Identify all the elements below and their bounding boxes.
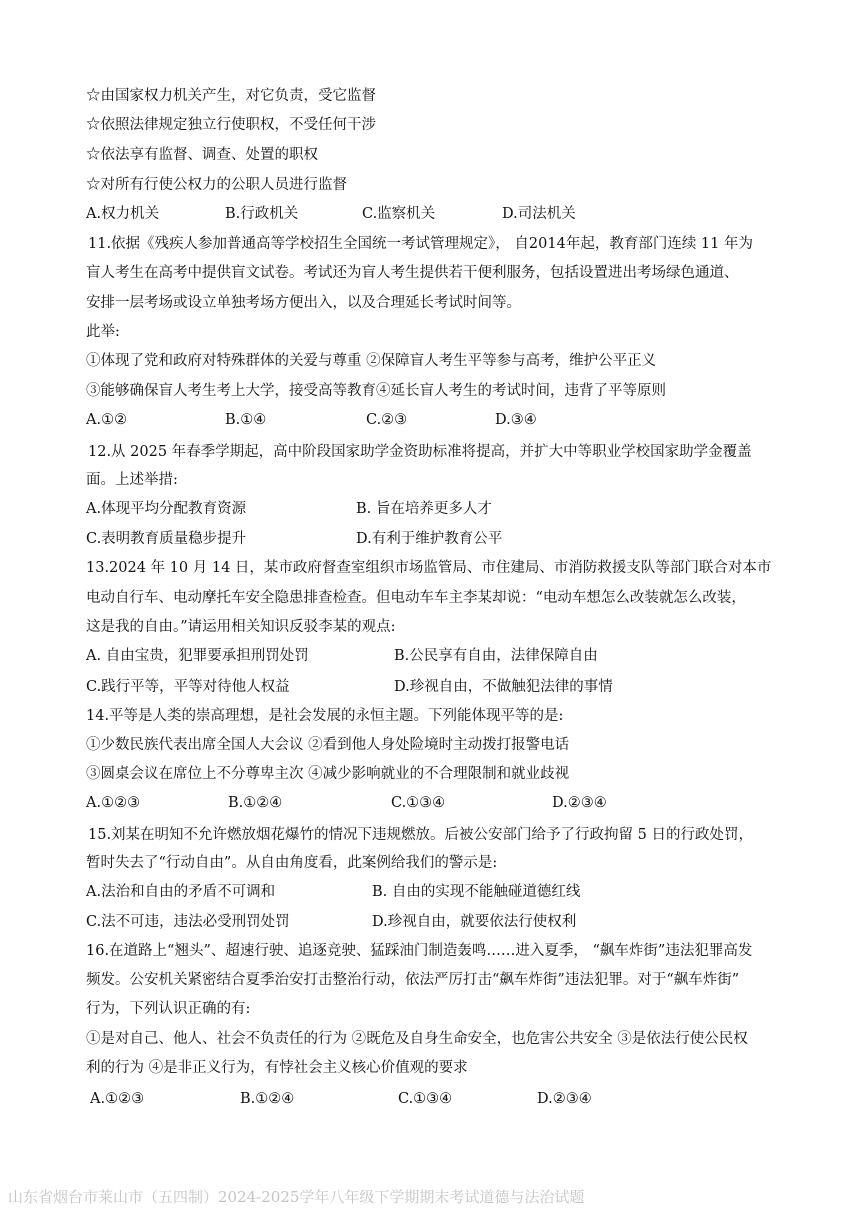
question-16-statement: ①是对自己、他人、社会不负责任的行为 ②既危及自身生命安全，也危害公共安全 ③是依法行使公民权 — [86, 1031, 748, 1047]
option-d[interactable]: D.司法机关 — [502, 206, 576, 222]
option-c[interactable]: C.①③④ — [398, 1091, 453, 1107]
option-d[interactable]: D.珍视自由，不做触犯法律的事情 — [394, 679, 613, 695]
statement-line: ☆依照法律规定独立行使职权，不受任何干涉 — [86, 117, 376, 133]
statement-line: ☆依法享有监督、调查、处置的职权 — [86, 147, 318, 163]
option-a[interactable]: A.①② — [86, 412, 128, 428]
question-13-stem: 这是我的自由。”请运用相关知识反驳李某的观点: — [86, 619, 396, 635]
option-d[interactable]: D.③④ — [495, 412, 537, 428]
question-15-stem: 15.刘某在明知不允许燃放烟花爆竹的情况下违规燃放。后被公安部门给予了行政拘留 5 日的行政处罚， — [88, 827, 753, 843]
option-a[interactable]: A.①②③ — [86, 795, 141, 811]
option-a[interactable]: A.权力机关 — [86, 206, 160, 222]
option-d[interactable]: D.②③④ — [537, 1091, 592, 1107]
option-a[interactable]: A.①②③ — [90, 1091, 145, 1107]
question-13-stem: 13.2024 年 10 月 14 日，某市政府督查室组织市场监管局、市住建局、市消防救援支队等部门联合对本市 — [86, 560, 772, 576]
question-13-stem: 电动自行车、电动摩托车安全隐患排查检查。但电动车车主李某却说：“电动车想怎么改装就怎么改装， — [86, 590, 746, 606]
question-11-stem: 安排一层考场或设立单独考场方便出入，以及合理延长考试时间等。 — [86, 295, 521, 311]
question-11-stem: 盲人考生在高考中提供盲文试卷。考试还为盲人考生提供若干便利服务，包括设置进出考场绿色通道、 — [86, 265, 739, 281]
option-b[interactable]: B. 自由的实现不能触碰道德红线 — [372, 884, 581, 900]
option-b[interactable]: B.行政机关 — [225, 206, 299, 222]
question-12-stem: 12.从 2025 年春季学期起，高中阶段国家助学金资助标准将提高，并扩大中等职业学校国家助学金覆盖 — [88, 444, 752, 460]
statement-line: ☆由国家权力机关产生，对它负责，受它监督 — [86, 88, 376, 104]
question-16-stem: 行为，下列认识正确的有: — [86, 1001, 251, 1017]
question-14-statement: ①少数民族代表出席全国人大会议 ②看到他人身处险境时主动拨打报警电话 — [86, 737, 570, 753]
option-c[interactable]: C.监察机关 — [362, 206, 436, 222]
option-b[interactable]: B.①②④ — [228, 795, 283, 811]
option-b[interactable]: B. 旨在培养更多人才 — [356, 501, 492, 517]
question-16-statement: 利的行为 ④是非正义行为，有悖社会主义核心价值观的要求 — [86, 1060, 468, 1076]
option-a[interactable]: A. 自由宝贵，犯罪要承担刑罚处罚 — [86, 648, 309, 664]
question-16-stem: 频发。公安机关紧密结合夏季治安打击整治行动，依法严厉打击“飙车炸街”违法犯罪。对于“飙车炸街” — [86, 972, 740, 988]
footer-source-text: 山东省烟台市莱山市（五四制）2024-2025学年八年级下学期期末考试道德与法治试题 — [8, 1188, 585, 1206]
option-c[interactable]: C.①③④ — [391, 795, 446, 811]
question-14-stem: 14.平等是人类的崇高理想，是社会发展的永恒主题。下列能体现平等的是: — [86, 708, 564, 724]
option-c[interactable]: C.②③ — [366, 412, 408, 428]
option-d[interactable]: D.②③④ — [552, 795, 607, 811]
option-b[interactable]: B.公民享有自由，法律保障自由 — [394, 648, 598, 664]
question-15-stem: 暂时失去了“行动自由”。从自由角度看，此案例给我们的警示是: — [86, 855, 498, 871]
question-12-stem: 面。上述举措: — [86, 472, 178, 488]
option-c[interactable]: C.表明教育质量稳步提升 — [86, 531, 247, 547]
option-a[interactable]: A.体现平均分配教育资源 — [86, 501, 247, 517]
option-d[interactable]: D.有利于维护教育公平 — [356, 531, 503, 547]
question-11-statement: ③能够确保盲人考生考上大学，接受高等教育④延长盲人考生的考试时间，违背了平等原则 — [86, 383, 666, 399]
option-b[interactable]: B.①②④ — [240, 1091, 295, 1107]
statement-line: ☆对所有行使公权力的公职人员进行监督 — [86, 177, 347, 193]
question-16-stem: 16.在道路上“翘头”、超速行驶、追逐竞驶、猛踩油门制造轰鸣……进入夏季， “飙车炸街”违法犯罪高发 — [86, 943, 753, 959]
option-a[interactable]: A.法治和自由的矛盾不可调和 — [86, 884, 276, 900]
option-b[interactable]: B.①④ — [225, 412, 267, 428]
question-11-stem: 此举: — [86, 324, 120, 340]
option-d[interactable]: D.珍视自由，就要依法行使权利 — [372, 914, 577, 930]
option-c[interactable]: C.法不可违，违法必受刑罚处罚 — [86, 914, 290, 930]
question-11-statement: ①体现了党和政府对特殊群体的关爱与尊重 ②保障盲人考生平等参与高考，维护公平正义 — [86, 353, 657, 369]
option-c[interactable]: C.践行平等，平等对待他人权益 — [86, 679, 290, 695]
question-14-statement: ③圆桌会议在席位上不分尊卑主次 ④减少影响就业的不合理限制和就业歧视 — [86, 766, 570, 782]
question-11-stem: 11.依据《残疾人参加普通高等学校招生全国统一考试管理规定》， 自2014年起，教育部门连续 11 年为 — [88, 236, 753, 252]
